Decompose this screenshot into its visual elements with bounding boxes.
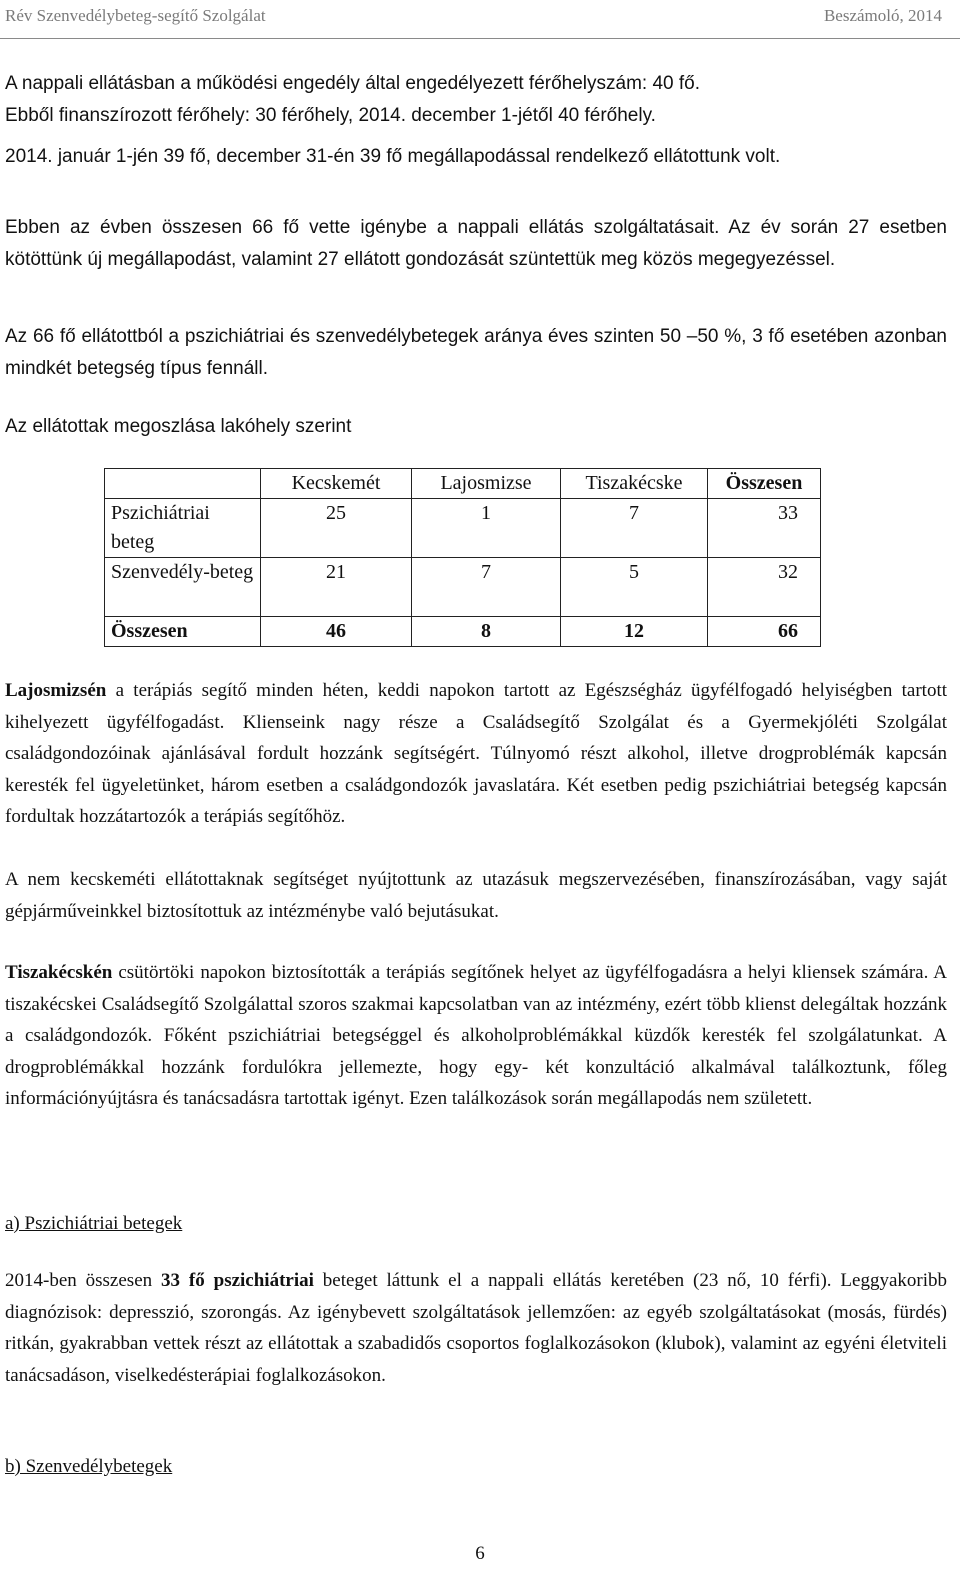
- table-cell: 46: [261, 617, 412, 647]
- non-kecskemet-paragraph: A nem kecskeméti ellátottaknak segítséget nyújtottunk az utazásuk megszervezésében, finanszírozásában, vagy saját gépjárműveinkkel biztosítottuk az intézménybe való bejutásukat.: [5, 869, 947, 922]
- tiszakecske-text: csütörtöki napokon biztosították a terápiás segítőnek helyet az ügyfélfogadásra a helyi kliensek számára. A tiszakécskei Családsegítő Szolgálattal szoros szakmai kapcsolatban van az intézmény, ezért több klienst delegáltak hozzánk a családgondozók. Főként pszichiátriai betegséggel és alkoholproblémákkal küzdők keresték fel szolgálatunkat. A drogproblémákkal hozzánk fordulókra jellemezte, hogy egy- két konzultáció alkalmával találkoztunk, főleg információnyújtásra és tanácsadásra tartottak igényt. Ezen találkozások során megállapodás nem született.: [5, 962, 947, 1109]
- row-label: Szenvedély-beteg: [105, 558, 261, 617]
- lajosmizse-text: a terápiás segítő minden héten, keddi napokon tartott az Egészségház ügyfélfogadó helyiségben tartott kihelyezett ügyfélfogadást. Klienseink nagy része a Családsegítő Szolgálat és a Gyermekjóléti Szolgálat családgondozóinak ajánlásával fordult hozzánk segítségért. Túlnyomó részt alkohol, illetve drogproblémák kapcsán keresték fel ügyeletünket, három esetben a családgondozók javaslatára. Két esetben pedig pszichiátriai betegség kapcsán fordultak hozzátartozók a terápiás segítőhöz.: [5, 680, 947, 827]
- header-total: Összesen: [708, 469, 821, 499]
- tiszakecske-bold: Tiszakécskén: [5, 962, 113, 983]
- table-cell: 8: [412, 617, 561, 647]
- table-total-row: [105, 617, 821, 647]
- table-row: [105, 558, 821, 617]
- header-lajosmizse: Lajosmizse: [412, 469, 561, 499]
- residence-table: [104, 468, 821, 647]
- page-number: 6: [475, 1543, 485, 1564]
- financed-line: Ebből finanszírozott férőhely: 30 férőhely, 2014. december 1-jétől 40 férőhely.: [5, 104, 656, 126]
- psychiatric-text-3: beteget láttunk el a nappali ellátás keretében (23 nő, 10 férfi). Leggyakoribb diagnózisok: depresszió, szorongás. Az igénybevett szolgáltatások jellemzően: az egyéb szolgáltatásokat (mosás, fürdés) ritkán, gyakrabban vettek részt az ellátottak a szabadidős csoportos foglalkozásokon (klubok), valamint az egyéni életviteli tanácsadáson, viselkedésterápiai foglalkozásokon.: [5, 1270, 948, 1386]
- psychiatric-paragraph: [5, 1265, 947, 1391]
- section-heading-a: a) Pszichiátriai betegek: [5, 1213, 183, 1234]
- capacity-line: A nappali ellátásban a működési engedély által engedélyezett férőhelyszám: 40 fő.: [5, 73, 701, 94]
- capacity-paragraph: [5, 68, 947, 173]
- table-cell: 25: [261, 499, 412, 558]
- header-tiszakecske: Tiszakécske: [561, 469, 708, 499]
- row-label: Összesen: [105, 617, 261, 647]
- psychiatric-bold: pszichiátriai: [213, 1270, 314, 1291]
- section-heading-b: b) Szenvedélybetegek: [5, 1456, 173, 1477]
- table-cell: 21: [261, 558, 412, 617]
- header-report-title: Beszámoló, 2014: [823, 6, 942, 25]
- ratio-paragraph: Az 66 fő ellátottból a pszichiátriai és szenvedélybetegek aránya éves szinten 50 –50 %, 3 fő esetében azonban mindkét betegség típus fennáll.: [5, 326, 947, 379]
- header-kecskemet: Kecskemét: [261, 469, 412, 499]
- table-cell: 7: [412, 558, 561, 617]
- table-cell: 66: [708, 617, 821, 647]
- table-title: Az ellátottak megoszlása lakóhely szerint: [5, 416, 352, 437]
- lajosmizse-paragraph: [5, 675, 947, 833]
- page-header: [0, 0, 960, 44]
- table-header-row: [105, 469, 821, 499]
- psychiatric-text-1: 2014-ben összesen: [5, 1270, 162, 1291]
- table-cell: 1: [412, 499, 561, 558]
- yearly-usage-paragraph: Ebben az évben összesen 66 fő vette igénybe a nappali ellátás szolgáltatásait. Az év során 27 esetben kötöttünk új megállapodást, valamint 27 ellátott gondozását szüntettük meg közös megegyezéssel.: [5, 217, 947, 270]
- row-label: Pszichiátriai beteg: [105, 499, 261, 558]
- clients-count-line: 2014. január 1-jén 39 fő, december 31-én 39 fő megállapodással rendelkező ellátottunk volt.: [5, 146, 781, 167]
- psychiatric-count: 33 fő: [161, 1270, 205, 1291]
- table-cell: 12: [561, 617, 708, 647]
- header-organization: Rév Szenvedélybeteg-segítő Szolgálat: [5, 6, 266, 25]
- table-corner-cell: [105, 469, 261, 499]
- lajosmizse-bold: Lajosmizsén: [5, 680, 107, 701]
- table-cell: 5: [561, 558, 708, 617]
- header-divider: [0, 38, 960, 39]
- psychiatric-text-2: [205, 1270, 214, 1291]
- table-cell: 32: [708, 558, 821, 617]
- tiszakecske-paragraph: [5, 957, 947, 1115]
- table-cell: 7: [561, 499, 708, 558]
- table-row: [105, 499, 821, 558]
- table-cell: 33: [708, 499, 821, 558]
